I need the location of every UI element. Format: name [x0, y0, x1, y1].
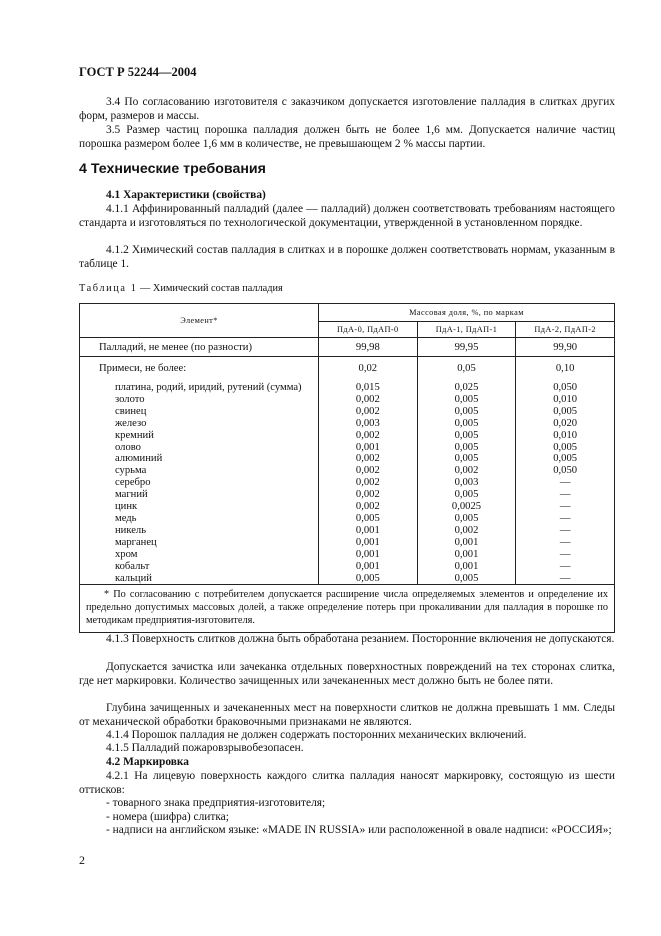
table-cell-value: 0,10	[516, 357, 615, 383]
table-row	[80, 489, 615, 501]
table-row	[80, 561, 615, 573]
table-cell-value: —	[516, 549, 615, 561]
table-cell-element: платина, родий, иридий, рутений (сумма)	[80, 382, 319, 394]
table-cell-value: 0,005	[516, 442, 615, 454]
table-cell-element: кремний	[80, 430, 319, 442]
paragraph-4-1-4: 4.1.4 Порошок палладия не должен содержать посторонних механических включений.	[106, 729, 527, 741]
table-cell-value: 0,001	[319, 549, 418, 561]
page-number: 2	[79, 853, 85, 867]
table-cell-element: кобальт	[80, 561, 319, 573]
table-footnote	[80, 585, 615, 632]
table-cell-value: —	[516, 513, 615, 525]
table-cell-element: Палладий, не менее (по разности)	[80, 338, 319, 357]
table-cell-value: —	[516, 501, 615, 513]
table-cell-value: 0,002	[319, 430, 418, 442]
table-cell-value: 0,001	[417, 561, 516, 573]
table-cell-element: кальций	[80, 573, 319, 585]
table-cell-value: 0,001	[319, 537, 418, 549]
table-cell-element: сурьма	[80, 465, 319, 477]
table-row	[80, 573, 615, 585]
table-cell-element: марганец	[80, 537, 319, 549]
table-cell-value: 99,90	[516, 338, 615, 357]
table-cell-value: 99,95	[417, 338, 516, 357]
table-row	[80, 525, 615, 537]
paragraph-cleaning: Допускается зачистка или зачеканка отдельных поверхностных повреждений на тех сторонах слитка, где нет маркировки. Количество зачищенных или зачеканенных мест должно быть не более пяти.	[79, 661, 615, 687]
paragraph-depth: Глубина зачищенных и зачеканенных мест на поверхности слитков не должна превышать 1 мм. Следы от механической обработки браковочными признаками не являются.	[79, 702, 615, 728]
table-cell-value: 0,001	[319, 442, 418, 454]
table-cell-value: 0,010	[516, 430, 615, 442]
table-cell-value: 0,005	[417, 453, 516, 465]
table-cell-value: —	[516, 561, 615, 573]
table-cell-value: 0,005	[417, 513, 516, 525]
table-cell-value: 0,002	[417, 525, 516, 537]
table-cell-element: никель	[80, 525, 319, 537]
table-row-palladium	[80, 338, 615, 357]
table-cell-value: 0,005	[516, 453, 615, 465]
table-row	[80, 430, 615, 442]
table-cell-value: 0,050	[516, 382, 615, 394]
table-cell-value: 0,005	[417, 406, 516, 418]
table-cell-value: 0,003	[417, 477, 516, 489]
chemical-composition-table	[79, 303, 615, 633]
table-cell-value: —	[516, 477, 615, 489]
table-cell-value: 0,005	[417, 418, 516, 430]
table-cell-value: 0,003	[319, 418, 418, 430]
table-cell-element: серебро	[80, 477, 319, 489]
table-caption-number: Таблица 1	[79, 283, 138, 294]
column-header-grade: ПдА-2, ПдАП-2	[516, 322, 615, 338]
table-cell-value: —	[516, 573, 615, 585]
table-cell-value: 0,020	[516, 418, 615, 430]
table-cell-value: 0,050	[516, 465, 615, 477]
list-item: - товарного знака предприятия-изготовителя;	[106, 797, 326, 809]
table-cell-value: 0,005	[417, 489, 516, 501]
table-cell-value: 0,002	[319, 489, 418, 501]
table-cell-value: —	[516, 489, 615, 501]
table-cell-element: магний	[80, 489, 319, 501]
column-header-grade: ПдА-0, ПдАП-0	[319, 322, 418, 338]
table-cell-element: свинец	[80, 406, 319, 418]
paragraph-4-1-3: 4.1.3 Поверхность слитков должна быть обработана резанием. Посторонние включения не допускаются.	[106, 633, 615, 645]
table-cell-value: —	[516, 525, 615, 537]
table-cell-element: цинк	[80, 501, 319, 513]
table-row	[80, 382, 615, 394]
list-item: - надписи на английском языке: «MADE IN RUSSIA» или расположенной в овале надписи: «РОССИЯ»;	[106, 824, 612, 836]
table-caption-title: — Химический состав палладия	[137, 283, 283, 294]
table-cell-value: 0,002	[417, 465, 516, 477]
paragraph-4-1-1: 4.1.1 Аффинированный палладий (далее — палладий) должен соответствовать требованиям настоящего стандарта и изготовляться по технологической документации, утвержденной в установленном порядке.	[79, 203, 615, 229]
table-cell-element: железо	[80, 418, 319, 430]
table-cell-element: золото	[80, 394, 319, 406]
table-cell-value: 0,005	[417, 442, 516, 454]
table-cell-value: 0,002	[319, 501, 418, 513]
table-row	[80, 501, 615, 513]
table-cell-value: 0,001	[319, 561, 418, 573]
table-row-impurities	[80, 357, 615, 383]
table-row	[80, 406, 615, 418]
paragraph-3-5: 3.5 Размер частиц порошка палладия должен быть не более 1,6 мм. Допускается наличие частиц порошка размером более 1,6 мм в количестве, не превышающем 2 % массы партии.	[79, 124, 615, 150]
table-cell-value: 0,005	[319, 573, 418, 585]
table-cell-value: 0,005	[417, 430, 516, 442]
table-cell-element: алюминий	[80, 453, 319, 465]
table-cell-value: 0,0025	[417, 501, 516, 513]
paragraph-3-4: 3.4 По согласованию изготовителя с заказчиком допускается изготовление палладия в слитках других форм, размеров и массы.	[79, 96, 615, 122]
subheading-4-2: 4.2 Маркировка	[106, 756, 189, 768]
table-cell-value: 0,005	[417, 394, 516, 406]
table-cell-element: Примеси, не более:	[80, 357, 319, 383]
table-cell-value: 99,98	[319, 338, 418, 357]
paragraph-4-1-5: 4.1.5 Палладий пожаровзрывобезопасен.	[106, 742, 304, 754]
table-row	[80, 453, 615, 465]
table-row	[80, 513, 615, 525]
table-cell-value: 0,02	[319, 357, 418, 383]
table-cell-value: 0,002	[319, 453, 418, 465]
table-cell-value: 0,015	[319, 382, 418, 394]
table-row	[80, 549, 615, 561]
table-cell-value: 0,005	[516, 406, 615, 418]
table-cell-value: —	[516, 537, 615, 549]
table-cell-value: 0,005	[319, 513, 418, 525]
table-cell-value: 0,002	[319, 465, 418, 477]
table-cell-value: 0,010	[516, 394, 615, 406]
column-header-mass-fraction: Массовая доля, %, по маркам	[319, 304, 615, 322]
table-caption	[79, 283, 283, 294]
table-cell-value: 0,001	[417, 549, 516, 561]
table-cell-value: 0,002	[319, 394, 418, 406]
table-cell-value: 0,002	[319, 477, 418, 489]
table-cell-value: 0,005	[417, 573, 516, 585]
table-footnote-text: * По согласованию с потребителем допускается расширение числа определяемых элементов и определение их предельно допустимых массовых долей, а также определение потерь при прокаливании для палладия в порошке по методикам предприятия-изготовителя.	[86, 589, 608, 626]
subheading-4-1: 4.1 Характеристики (свойства)	[106, 189, 266, 201]
table-cell-element: олово	[80, 442, 319, 454]
table-cell-value: 0,05	[417, 357, 516, 383]
table-row	[80, 537, 615, 549]
table-cell-element: медь	[80, 513, 319, 525]
column-header-element: Элемент*	[80, 304, 319, 338]
paragraph-4-1-2: 4.1.2 Химический состав палладия в слитках и в порошке должен соответствовать нормам, указанным в таблице 1.	[79, 244, 615, 270]
table-row	[80, 465, 615, 477]
document-header: ГОСТ Р 52244—2004	[79, 65, 197, 79]
table-cell-value: 0,025	[417, 382, 516, 394]
table-cell-value: 0,002	[319, 406, 418, 418]
table-row	[80, 418, 615, 430]
table-cell-element: хром	[80, 549, 319, 561]
table-row	[80, 442, 615, 454]
table-cell-value: 0,001	[417, 537, 516, 549]
table-footnote-row	[80, 585, 615, 632]
section-title: 4 Технические требования	[79, 161, 266, 177]
table-row	[80, 394, 615, 406]
column-header-grade: ПдА-1, ПдАП-1	[417, 322, 516, 338]
list-item: - номера (шифра) слитка;	[106, 811, 229, 823]
table-row	[80, 477, 615, 489]
table-cell-value: 0,001	[319, 525, 418, 537]
paragraph-4-2-1: 4.2.1 На лицевую поверхность каждого слитка палладия наносят маркировку, состоящую из шести оттисков:	[79, 770, 615, 796]
